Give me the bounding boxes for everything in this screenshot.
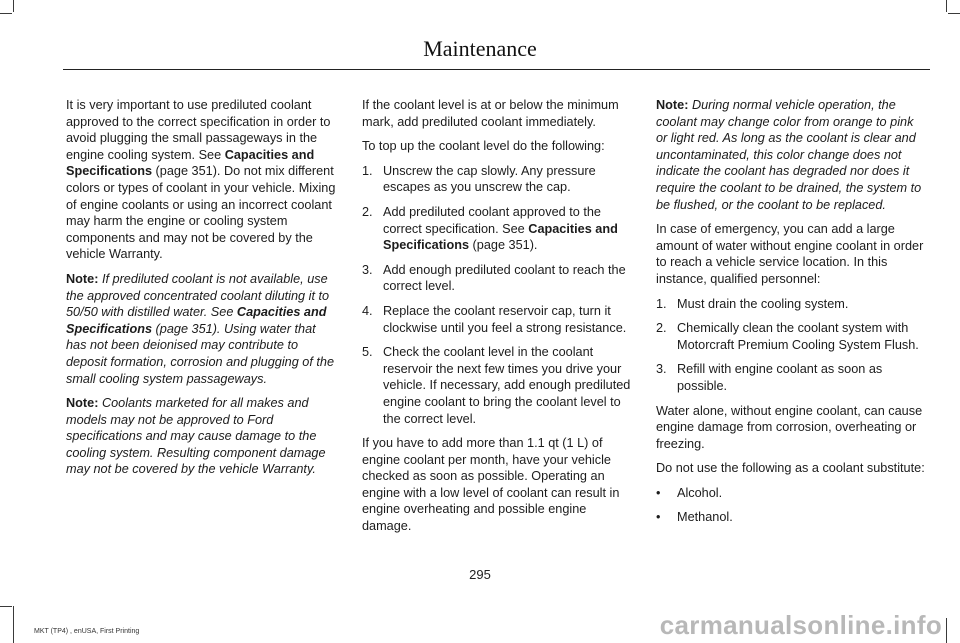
step-number: 1. bbox=[362, 163, 373, 178]
step-text: Chemically clean the coolant system with Motorcraft Premium Cooling System Flush. bbox=[677, 321, 919, 352]
page-title: Maintenance bbox=[423, 36, 537, 61]
bullet-text: Alcohol. bbox=[677, 485, 723, 500]
list-item bbox=[362, 204, 634, 254]
note-label: Note: bbox=[66, 396, 99, 411]
coolant-level-paragraph: If the coolant level is at or below the minimum mark, add prediluted coolant immediately. bbox=[362, 98, 619, 129]
list-item bbox=[656, 485, 928, 502]
step-number: 3. bbox=[362, 262, 373, 277]
watermark-logo: carmanualsonline.info bbox=[659, 610, 942, 640]
water-alone-paragraph: Water alone, without engine coolant, can cause engine damage from corrosion, overheating or freezing. bbox=[656, 403, 923, 451]
step-number: 4. bbox=[362, 303, 373, 318]
crop-mark-top-left-v bbox=[13, 0, 14, 12]
intro-paragraph bbox=[66, 97, 338, 263]
capacities-link[interactable]: Capacities and Specifications bbox=[66, 147, 315, 179]
step-text: Add enough prediluted coolant to reach the correct level. bbox=[383, 262, 626, 294]
list-item bbox=[362, 344, 634, 427]
note-label: Note: bbox=[66, 271, 99, 286]
step-number: 1. bbox=[656, 296, 667, 311]
step-number: 2. bbox=[656, 321, 667, 336]
list-item bbox=[656, 296, 928, 313]
note-text: Coolants marketed for all makes and models may not be approved to Ford specifications and may cause damage to the cooling system. Resulting component damage may not be covered by the vehicle Warranty. bbox=[66, 396, 326, 477]
crop-mark-top-left-h bbox=[0, 13, 12, 14]
step-number: 3. bbox=[656, 362, 667, 377]
intro-text-b: (page 351). Do not mix different colors or types of coolant in your vehicle. Mixing of engine coolants or using an incorrect coolant may harm the engine or cooling system components and may not be covered by the vehicle Warranty. bbox=[66, 164, 336, 262]
step-number: 2. bbox=[362, 204, 373, 219]
capacities-link[interactable]: Capacities and Specifications bbox=[66, 305, 327, 336]
step-text-b: (page 351). bbox=[469, 238, 538, 253]
capacities-link[interactable]: Capacities and Specifications bbox=[383, 221, 618, 253]
bullet-icon: • bbox=[656, 485, 661, 500]
step-number: 5. bbox=[362, 345, 373, 360]
crop-mark-top-right-v bbox=[946, 0, 947, 12]
crop-mark-bottom-left-v bbox=[13, 606, 14, 643]
list-item bbox=[656, 320, 928, 353]
step-text: Must drain the cooling system. bbox=[677, 296, 849, 311]
bullet-text: Methanol. bbox=[677, 510, 733, 525]
crop-mark-bottom-left-h bbox=[0, 606, 12, 607]
emergency-paragraph: In case of emergency, you can add a large amount of water without engine coolant in order to reach a vehicle service location. In this instance, qualified personnel: bbox=[656, 222, 924, 286]
crop-mark-top-right-h bbox=[948, 13, 960, 14]
step-text: Replace the coolant reservoir cap, turn it clockwise until you feel a strong resistance. bbox=[383, 303, 627, 335]
list-item bbox=[362, 163, 634, 196]
substitute-list bbox=[656, 485, 928, 526]
substitute-intro: Do not use the following as a coolant substitute: bbox=[656, 461, 925, 476]
personnel-steps bbox=[656, 296, 928, 395]
intro-text-a: It is very important to use prediluted coolant approved to the correct specification in order to avoid plugging the small passageways in the engine cooling system. See bbox=[66, 98, 331, 162]
column-1 bbox=[66, 97, 338, 486]
page-number: 295 bbox=[469, 567, 491, 582]
list-item bbox=[656, 361, 928, 394]
header-divider bbox=[63, 69, 930, 70]
top-up-steps bbox=[362, 163, 634, 427]
note-text-b: (page 351). Using water that has not been deionised may contribute to deposit formation, corrosion and plugging of the small cooling system passageways. bbox=[66, 321, 335, 386]
step-text: Unscrew the cap slowly. Any pressure escapes as you unscrew the cap. bbox=[383, 163, 596, 195]
top-up-intro: To top up the coolant level do the following: bbox=[362, 139, 605, 154]
list-item bbox=[656, 509, 928, 526]
step-text-a: Add prediluted coolant approved to the correct specification. See bbox=[383, 204, 601, 236]
list-item bbox=[362, 262, 634, 295]
note-color-change bbox=[656, 97, 928, 213]
note-coolants-marketed bbox=[66, 395, 338, 478]
column-2 bbox=[362, 97, 634, 543]
list-item bbox=[362, 303, 634, 336]
print-info: MKT (TP4) , enUSA, First Printing bbox=[34, 628, 140, 635]
column-3 bbox=[656, 97, 928, 534]
step-text: Check the coolant level in the coolant reservoir the next few times you drive your vehicle. If necessary, add enough prediluted engine coolant to bring the coolant level to the correct level. bbox=[383, 345, 631, 426]
note-text-a: If prediluted coolant is not available, use the approved concentrated coolant diluting it to 50/50 with distilled water. See bbox=[66, 271, 330, 320]
step-text: Refill with engine coolant as soon as possible. bbox=[677, 362, 883, 393]
note-prediluted bbox=[66, 271, 338, 387]
note-label: Note: bbox=[656, 98, 689, 112]
coolant-consumption-paragraph: If you have to add more than 1.1 qt (1 L) of engine coolant per month, have your vehicle checked as soon as possible. Operating an engine with a low level of coolant can result in engine overheating and possible engine damage. bbox=[362, 436, 620, 534]
bullet-icon: • bbox=[656, 510, 661, 525]
crop-mark-bottom-right-v bbox=[946, 618, 947, 643]
note-text: During normal vehicle operation, the coolant may change color from orange to pink or light red. As long as the coolant is clear and uncontaminated, this color change does not indicate the coolant has degraded nor does it require the coolant to be drained, the system to be flushed, or the coolant to be replaced. bbox=[656, 98, 922, 212]
